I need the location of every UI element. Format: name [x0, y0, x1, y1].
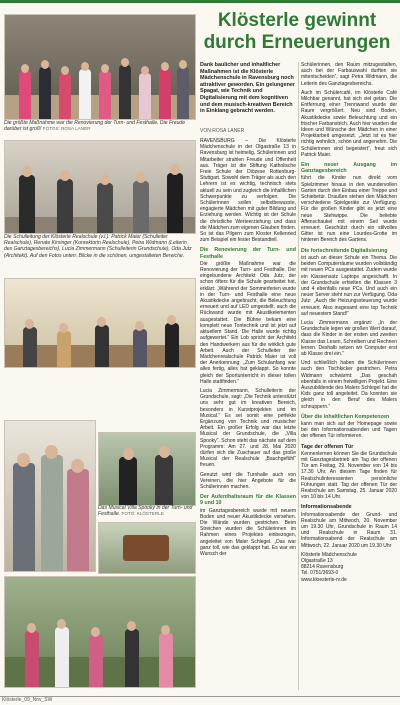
photo-garten-detail — [98, 522, 196, 574]
footer-code: Klösterle_09_Nov_SW — [2, 697, 53, 703]
col2-subheading: Tage der offenen Tür — [301, 443, 354, 450]
caption-musical-credit: FOTO: KLÖSTERLE — [121, 511, 164, 517]
website-link[interactable]: www.kloesterle-rv.de — [301, 576, 347, 583]
col1-subheading: Der Aufenthaltsraum für die Klassen 9 und 10 — [200, 494, 296, 507]
caption-schulleitung: Die Schulleitung der Klösterle Realschule (v.l.): Patrick Maier (Schulleiter Realschule), Renate Kirsinger (Konrektorin Realschule), Petra Widmann (Leiterin des Ganztagesbereichs), Lucia Zimmermann (Schulleiterin Grundschule), Oda Jutz (Architekt). Auf den Fotos unten: Blicke in die schönen, umgestalteten Bereiche. — [4, 234, 192, 259]
caption-festhalle — [4, 120, 194, 132]
col2-subheading: Informationsabende — [301, 504, 352, 511]
address-line: Klösterle Mädchenschule — [301, 551, 357, 558]
col2-paragraph: Kennenlernen können Sie die Grundschule mit Ganztagesbetrieb am Tag der offenen Tür am Freitag, 29. November von 14 bis 17.30 Uhr. An diesem Tage finden für Realschulinteressenten persönliche Führungen statt. Tag der offenen Tür der Realschule am Samstag, 25. Januar 2020 von 10 bis 14 Uhr. — [301, 450, 397, 501]
byline: VON ROSA LANER — [200, 128, 245, 134]
column-divider — [298, 62, 299, 690]
col1-paragraph: im Ganztagesbereich wurde mit neuem Boden und neuer Akustikdecke versehen. Die Wände wurden gestrichen. Beim Streichen wurden die Schülerinnen im Rahmen eines Projektes einbezogen, angeleitet von Maler Schlegel. „Das war ganz toll, wie das geklappt hat. Es war ein Wunsch der — [200, 507, 296, 557]
bottom-rule — [0, 696, 400, 697]
top-rule — [0, 0, 400, 3]
col2-paragraph: Auch im Schülercafé, im Klösterle Café Milchbar genannt, hat sich viel getan. Die Entfernung einer Trennwand wurde der Raum vergrößert. Neu sind Boden, Akustikdecke sowie Beleuchtung und ein frischer Farbanstrich. Auch hier wurden die Ideen und Wünsche der Mädchen in einer Projektarbeit umgesetzt. „Jetzt ist es hier richtig wohnlich, schön und angenehm. Die Schülerinnen sind begeistert“, freut sich Patrick Maier. — [301, 89, 397, 158]
headline-line-2: durch Erneuerungen — [203, 32, 391, 53]
article-column-2 — [301, 62, 397, 583]
address-block — [301, 552, 397, 583]
col2-paragraph: Informationsabende der Grund- und Realschule am Mittwoch, 20. November um 19.30 Uhr, Grundschule in Raum 14 und Realschule in Raum 31. Informationsabend der Realschule am Mittwoch, 22. Januar 2020 um 19.30 Uhr — [301, 511, 397, 549]
col1-paragraph: Genutzt wird die Turnhalle auch von Vereinen, die hier Angebote für die Schülerinnen machen. — [200, 471, 296, 490]
col1-paragraph: Lucia Zimmermann, Schulleiterin der Grundschule, sagt: „Die Technik unterstützt uns sehr gut im kreativen Bereich, besonders in Kunstprojekten und im Musical.“ Es sei somit eine perfekte Ergänzung von Technik und musischer Arbeit. Ein großer Erfolg war das letzte Musical der Grundschule, die „Villa Spooky“. Schon steht das nächste auf dem Programm: Am 27. und 28. Mai 2020 dürfen sich die Zuschauer auf das große Musical der Realschule „Bauchgefühl“ freuen. — [200, 387, 296, 469]
caption-festhalle-credit: FOTOS: ROSA LANER — [42, 126, 91, 132]
col2-paragraph: Lucia Zimmermann ergänzt: „In der Grundschule legen wir großen Wert darauf, dass die Kinder in der ersten und zweiten Klasse das Lesen, Schreiben und Rechnen lernen. Deshalb setzen wir Computer erst ab Klasse drei ein.“ — [301, 319, 397, 357]
col2-paragraph: Schülerinnen, den Raum mitzugestalten, auch bei der Farbauswahl durften sie mitentscheiden“, sagt Petra Widmann, die Leiterin des Ganztagesbereichs. — [301, 62, 397, 87]
headline-line-1: Klösterle gewinnt — [217, 10, 377, 31]
col2-subheading: Über die inhaltlichen Kompetenzen — [301, 413, 390, 420]
photo-maedchen-projekt — [4, 420, 96, 572]
address-line: Tel. 0751/3693-0 — [301, 570, 339, 577]
address-line: Olgastraße 13 — [301, 558, 333, 565]
col2-paragraph: ist auch an dieser Schule ein Thema. Die beiden Computerräume wurden vollständig mit neuen PCs ausgestattet. Zudem wurde ein Klassensatz Laptops angeschafft. In der Grundschule erhielten die Klassen 3 und 4 ebenfalls neue PCs. Und auch ein neuer Server steht nun zur Verfügung. Oda Jutz: „Auch die Heizungssteuerung wurde erneuert. Also insgesamt eine top Technik auf neuestem Stand!“ — [301, 254, 397, 317]
headline — [198, 10, 396, 54]
address-line: 88214 Ravensburg — [301, 564, 344, 571]
col2-subheading: Die fortschreitende Digitalisierung — [301, 247, 388, 254]
col1-paragraph: RAVENSBURG – Die Klösterle Mädchenschule in der Olgastraße 13 in Ravensburg ist heimelig, Schülerinnen und Mitarbeiter strahlen Freude und Offenheit aus. Träger ist die Stiftung Katholische Freie Schule der Diözese Rottenburg-Stuttgart. Sowohl dem Träger als auch den Lehrern ist es wichtig, technisch stets aktuell zu sein und zugleich die inhaltlichen Schwerpunkte zu verfolgen. Die Schülerinnen sollen selbstbewusste, engagierte Mädchen mit guter Bildung und Erziehung werden. Wichtig ist der Schule die christliche Werteerziehung und dass die Mädchen zum eigenen Glauben finden. So ist das Pilgern zum Kloster Kellenried zum Beispiel ein fester Bestandteil. — [200, 138, 296, 244]
photo-garten — [4, 576, 196, 688]
photo-schulleitung — [4, 140, 196, 234]
col1-subheading: Die Renovierung der Turn- und Festhalle — [200, 247, 296, 260]
col2-paragraph: führt die Kinder nun direkt vom Spielzimmer hinaus in den wundervollen Garten durch den Einbau einer Treppe und Schiebetür. Draußen stehen den Mädchen verschiedene Spielgeräte zur Verfügung. Für die großen Kinder gibt es jetzt eine neue Stehwippe. Die beliebte Affenschaukel mit einem Seil wurde erneuert. Geschützt durch ein stilvolles Gitter ist nun eine Lourdes-Grotte im hinteren Bereich des Gartens. — [301, 175, 397, 244]
caption-musical-text: Das Musical Villa Spooky in der Turn- und Festhalle. — [98, 505, 193, 518]
col2-subheading: Ein neuer Ausgang im Ganztagesbereich — [301, 162, 397, 175]
photo-lehrer — [98, 432, 196, 506]
article-column-1 — [200, 138, 296, 560]
caption-festhalle-text: Die größte Maßnahme war die Renovierung der Turn- und Festhalle. Die Freude darüber ist groß! — [4, 120, 186, 133]
col2-paragraph: kann man sich auf der Homepage sowie bei den Informationsabenden und Tagen der offenen Tür informieren. — [301, 420, 397, 440]
col2-paragraph: Und schließlich haben die Schülerinnen auch den Tischkicker gestrichen. Petra Widmann schwärmt: „Das geschah ebenfalls in einem freiwilligen Projekt. Eine Auszubildende des Malers Schlegel hat die Kids ganz toll angeleitet. Da konnten sie gleich in den Beruf des Malers schnuppern.“ — [301, 360, 397, 410]
photo-festhalle-dance — [4, 14, 196, 120]
caption-musical — [98, 505, 194, 517]
lead-paragraph: Dank baulicher und inhaltlicher Maßnahmen ist die Klösterle Mädchenschule in Ravensburg noch attraktiver geworden. Ein gelungener Spagat, wie Technik und Digitalisierung mit dem kognitiven und dem musisch-kreativen Bereich in Einklang gebracht werden. — [200, 62, 295, 115]
photo-aufenthaltsraum — [4, 278, 196, 368]
col1-paragraph: Die größte Maßnahme war die Renovierung der Turn- und Festhalle. Der eingebundene Architekt Oda Jutz, der schon öfters für die Schule gearbeitet hat, erklärt: „Während der Sommerferien wurde in der Turn- und Festhalle eine neue Akustikdecke angebracht, die Beleuchtung erneuert und auf LED umgestellt, auch die Rückwand wurde mit Akustikelementen ausgestattet. Die Bühne bekam eine komplett neue Tontechnik und ist jetzt auf aktuellem Stand. Die Halle wurde richtig aufgewertet.“ Ein Lob spricht der Architekt den Handwerkern aus für die wirklich gute Arbeit. Auch der Schulleiter der Mädchenrealschule Patrick Maier ist voll der Anerkennung: „Zum Schulanfang war alles fertig, alles hat geklappt. So konnte gleich der Sportunterricht in dieser tollen Halle stattfinden.“ — [200, 260, 296, 385]
